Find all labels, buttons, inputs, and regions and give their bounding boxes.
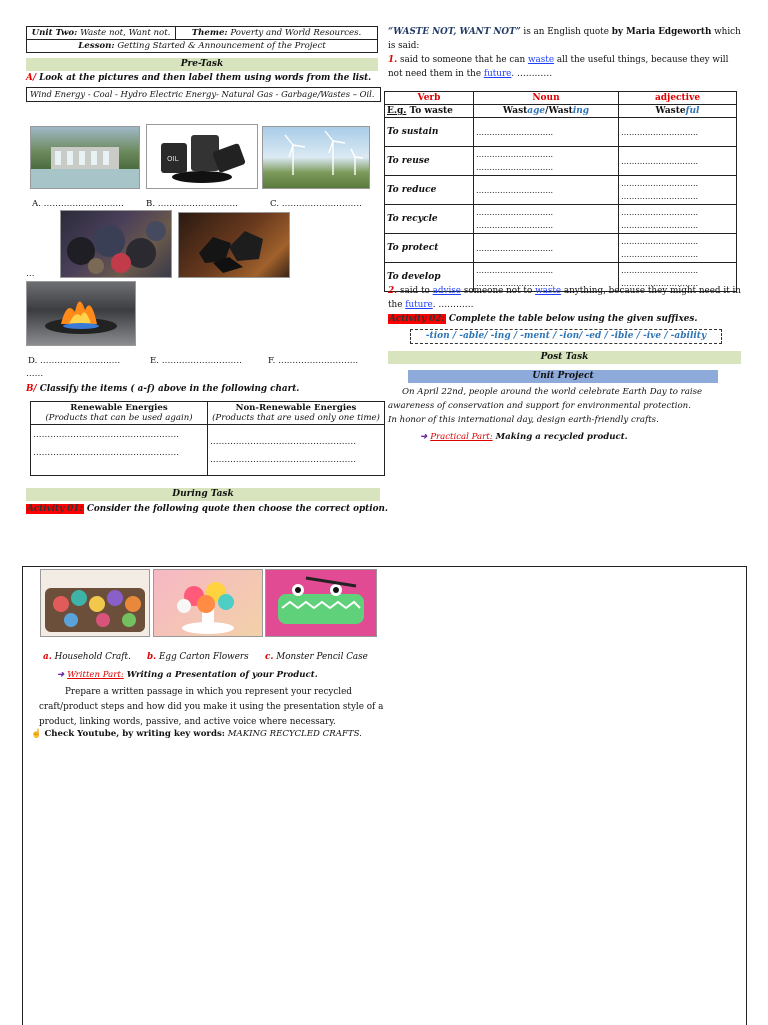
answer-line: ……………………….. — [476, 127, 554, 137]
verb-cell: To reduce — [385, 176, 474, 205]
unit-cell: Unit Two: Waste not, Want not. — [27, 27, 176, 40]
pretask-bar: Pre-Task — [26, 58, 378, 71]
example-verb: E.g. To waste — [385, 105, 474, 118]
written-part-body: Prepare a written passage in which you represent your recycled craft/product steps and how did you make it using the presentation style of a product, linking words, passive, and active voice where necessary. — [39, 687, 384, 727]
verb-cell: To develop — [385, 263, 474, 292]
monster-case-illustration — [266, 570, 376, 636]
adjective-header: adjective — [619, 92, 737, 105]
answer-line: ……………………….. — [621, 279, 699, 288]
answer-line: ……………………….. — [476, 185, 554, 195]
svg-text:OIL: OIL — [167, 155, 179, 163]
noun-answer-cell[interactable] — [474, 176, 619, 205]
nonrenewable-header: Non-Renewable Energies (Products that are used only one time) — [208, 402, 385, 425]
adjective-answer-cell[interactable] — [619, 205, 737, 234]
label-c: C. ………………………. — [270, 199, 362, 209]
example-adjective: Wasteful — [619, 105, 737, 118]
word-form-row — [385, 205, 737, 234]
earth-day-paragraph: On April 22nd, people around the world celebrate Earth Day to raise awareness of conservation and support for environmental protection. — [388, 387, 703, 411]
garbage-photo — [60, 210, 172, 278]
coal-illustration — [179, 213, 289, 277]
answer-line: ……………………….. — [621, 237, 699, 246]
answer-line: ……………………….. — [621, 156, 699, 166]
word-form-row — [385, 147, 737, 176]
craft-caption-b: b. Egg Carton Flowers — [147, 652, 249, 662]
gas-flame-illustration — [27, 282, 135, 345]
adjective-answer-cell[interactable] — [619, 118, 737, 147]
answer-line: ……………………….. — [476, 243, 554, 253]
natural-gas-photo — [26, 281, 136, 346]
answer-line: ……………………….. — [621, 208, 699, 217]
noun-answer-cell[interactable] — [474, 234, 619, 263]
adjective-answer-cell[interactable] — [619, 147, 737, 176]
verb-cell: To protect — [385, 234, 474, 263]
answer-line: ……………………….. — [621, 192, 699, 201]
dam-illustration — [31, 127, 139, 188]
answer-line: ……………………….. — [621, 266, 699, 275]
verb-cell: To recycle — [385, 205, 474, 234]
oil-barrels-illustration — [147, 125, 257, 188]
classify-table — [30, 401, 385, 476]
unit-project-bar: Unit Project — [408, 370, 718, 383]
suffix-list: -tion / -able/ -ing / -ment / -ion/ -ed / -ible / -ive / -ability — [410, 329, 722, 344]
craft-caption-c: c. Monster Pencil Case — [265, 652, 368, 662]
renewable-header: Renewable Energies (Products that can be used again) — [31, 402, 208, 425]
during-task-bar: During Task — [26, 488, 380, 501]
answer-line: ……………………….. — [621, 179, 699, 188]
monster-pencil-case-photo — [265, 569, 377, 637]
post-task-bar: Post Task — [388, 351, 741, 364]
worksheet-page-2 — [22, 566, 747, 1025]
hand-pointer-icon: ☝ — [31, 729, 42, 739]
activity-2: Activity 02: Complete the table below using the given suffixes. — [389, 314, 698, 324]
adjective-answer-cell[interactable] — [619, 234, 737, 263]
nonrenewable-answer-cell[interactable]: …………………………………………… …………………………………………… — [208, 425, 385, 476]
noun-header: Noun — [474, 92, 619, 105]
noun-answer-cell[interactable] — [474, 118, 619, 147]
quote-block: “WASTE NOT, WANT NOT” is an English quote by Maria Edgeworth which is said: 1. said to someone that he can waste all the useful things, because they will not need them in the future. ………… — [388, 27, 741, 79]
renewable-answer-cell[interactable]: …………………………………………… …………………………………………… — [31, 425, 208, 476]
activity-1: Activity 01: Consider the following quote then choose the correct option. — [27, 504, 388, 514]
answer-line: ……………………….. — [621, 127, 699, 137]
arrow-bullet-icon: ➜ — [420, 432, 428, 442]
word-forms-rows — [385, 118, 737, 292]
theme-cell: Theme: Poverty and World Resources. — [176, 27, 378, 40]
noun-answer-cell[interactable] — [474, 147, 619, 176]
answer-line: ……………………….. — [621, 221, 699, 230]
answer-line: ……………………….. — [476, 163, 554, 172]
label-e: E. ………………………. — [150, 356, 242, 366]
oil-barrels-photo — [146, 124, 258, 189]
turbines-illustration — [263, 127, 369, 188]
answer-line: ……………………….. — [621, 250, 699, 259]
household-craft-illustration — [41, 570, 149, 636]
word-form-row — [385, 234, 737, 263]
answer-line: ……………………….. — [476, 221, 554, 230]
lesson-header-table — [26, 26, 378, 53]
egg-flowers-illustration — [154, 570, 262, 636]
arrow-bullet-icon: ➜ — [57, 670, 65, 680]
household-craft-photo — [40, 569, 150, 637]
hydro-dam-photo — [30, 126, 140, 189]
word-list-box: Wind Energy - Coal - Hydro Electric Energy- Natural Gas - Garbage/Wastes – Oil. — [26, 87, 381, 102]
label-b: B. ………………………. — [146, 199, 238, 209]
adjective-answer-cell[interactable] — [619, 176, 737, 205]
verb-cell: To sustain — [385, 118, 474, 147]
label-a: A. ………………………. — [32, 199, 124, 209]
quote-option-2: 2. said to advise someone not to waste anything, because they might need it in the future. ………… — [388, 286, 741, 310]
word-forms-table — [384, 91, 737, 292]
verb-cell: To reuse — [385, 147, 474, 176]
garbage-illustration — [61, 211, 171, 277]
lesson-cell: Lesson: Getting Started & Announcement of the Project — [27, 40, 378, 53]
answer-line: ……………………….. — [476, 279, 554, 288]
answer-line: ……………………….. — [476, 150, 554, 159]
craft-caption-a: a. Household Craft. — [43, 652, 131, 662]
word-form-row — [385, 176, 737, 205]
answer-line: ……………………….. — [476, 266, 554, 275]
youtube-note: ☝ Check Youtube, by writing key words: MAKING RECYCLED CRAFTS. — [31, 729, 362, 739]
trailing-dots-2: …… — [26, 369, 44, 379]
trailing-dots-1: … — [26, 269, 35, 279]
practical-part: ➜ Practical Part: Making a recycled product. — [420, 432, 628, 442]
example-noun: Wastage/Wasting — [474, 105, 619, 118]
written-part: ➜ Written Part: Writing a Presentation of your Product. — [57, 670, 318, 680]
label-d: D. ………………………. — [28, 356, 121, 366]
verb-header: Verb — [385, 92, 474, 105]
label-f: F. ………………………. — [268, 356, 359, 366]
word-form-row — [385, 118, 737, 147]
coal-photo — [178, 212, 290, 278]
noun-answer-cell[interactable] — [474, 205, 619, 234]
answer-line: ……………………….. — [476, 208, 554, 217]
wind-turbines-photo — [262, 126, 370, 189]
earth-day-instruction: In honor of this international day, design earth-friendly crafts. — [388, 415, 659, 425]
instruction-a: A/ Look at the pictures and then label them using words from the list. — [26, 73, 372, 83]
worksheet-page-1 — [22, 22, 745, 522]
egg-carton-flowers-photo — [153, 569, 263, 637]
instruction-b: B/ Classify the items ( a-f) above in the following chart. — [26, 384, 300, 394]
